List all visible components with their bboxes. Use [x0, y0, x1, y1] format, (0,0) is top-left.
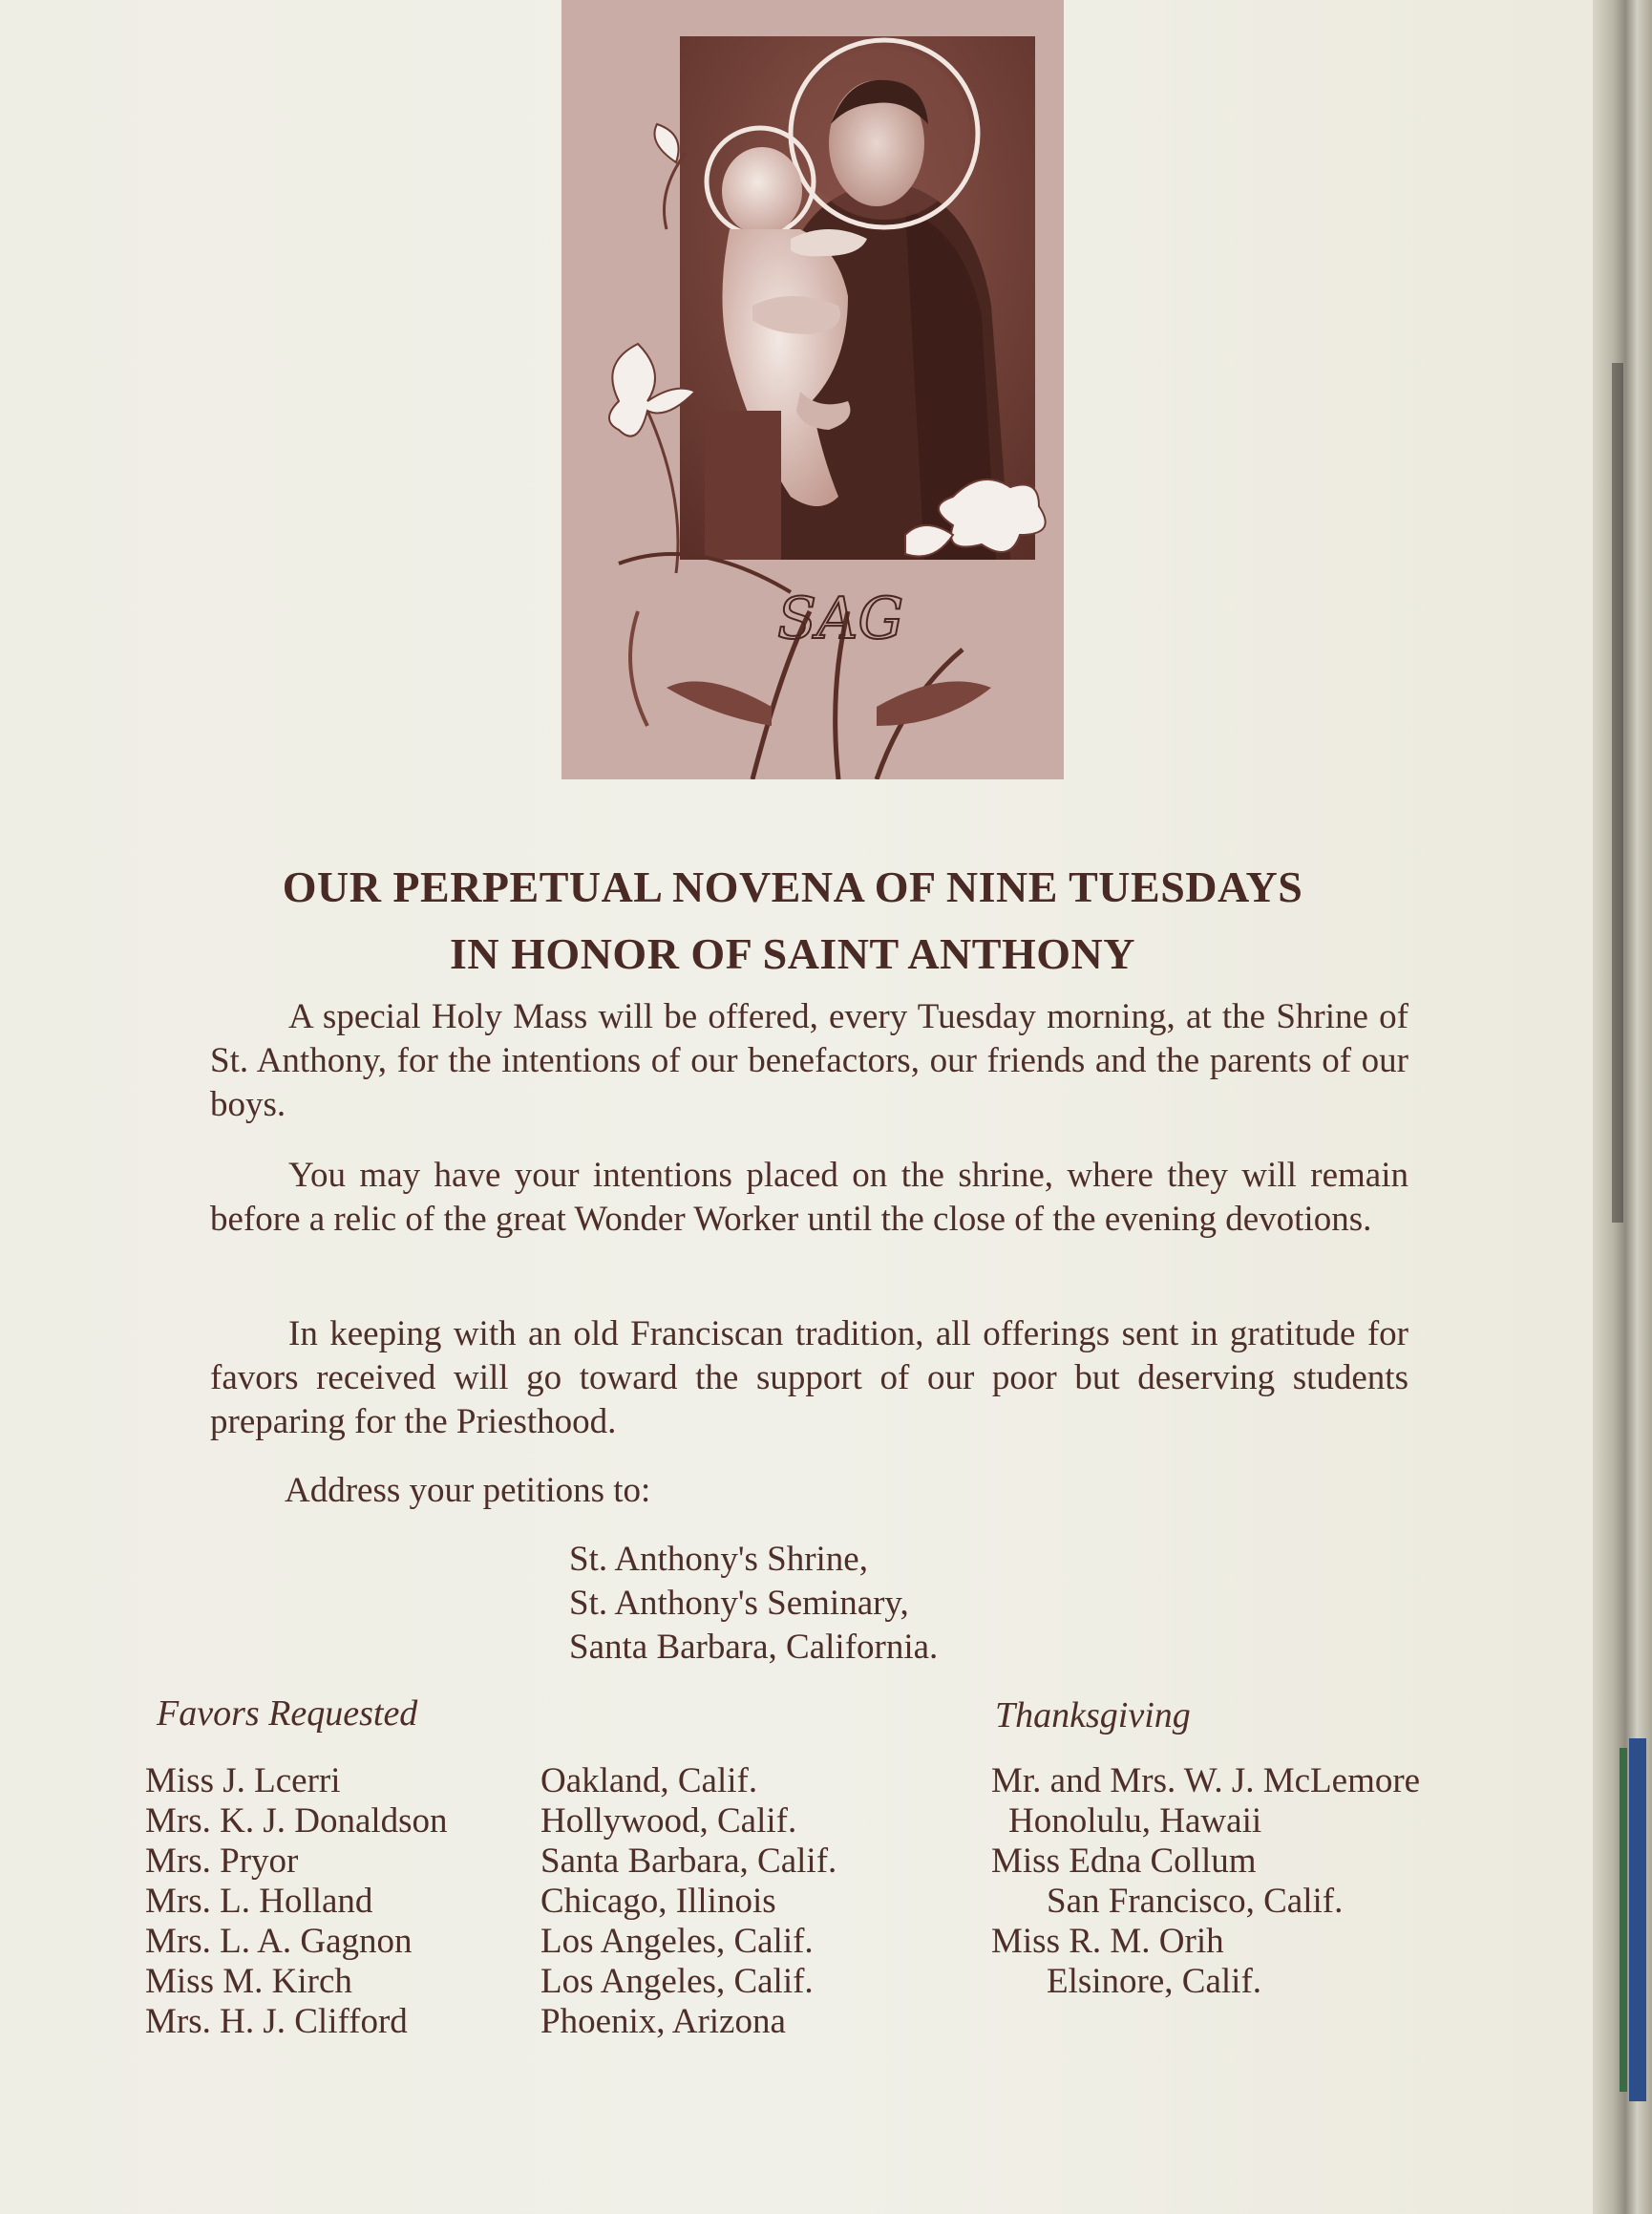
address-line: St. Anthony's Shrine, — [569, 1540, 868, 1579]
binding-green-strip — [1620, 1748, 1627, 2092]
favor-city: Los Angeles, Calif. — [540, 1922, 814, 1961]
favor-city: Oakland, Calif. — [540, 1761, 758, 1800]
favor-city: Santa Barbara, Calif. — [540, 1841, 837, 1881]
favor-city: Phoenix, Arizona — [540, 2002, 786, 2041]
paragraph-offerings: In keeping with an old Franciscan tradition, all offerings sent in gratitude for favors received will go toward the support of our poor but deserving students preparing for the Priesthood. — [210, 1314, 1408, 1441]
favor-name: Mrs. L. A. Gagnon — [145, 1922, 413, 1961]
saint-anthony-image — [561, 0, 1064, 779]
thanksgiving-city: Elsinore, Calif. — [1047, 1962, 1262, 2001]
favor-city: Chicago, Illinois — [540, 1882, 776, 1921]
book-binding-edge — [1593, 0, 1652, 2214]
thanksgiving-city: San Francisco, Calif. — [1047, 1882, 1344, 1921]
binding-shadow — [1612, 363, 1623, 1223]
paragraph-intentions: You may have your intentions placed on the shrine, where they will remain before a relic of the great Wonder Worker until the close of the evening devotions. — [210, 1156, 1408, 1239]
thanksgiving-name: Mr. and Mrs. W. J. McLemore — [991, 1761, 1421, 1800]
favors-requested-heading: Favors Requested — [157, 1693, 418, 1734]
favors-names-column — [145, 1761, 448, 2042]
page-title-line-1: OUR PERPETUAL NOVENA OF NINE TUESDAYS — [282, 862, 1303, 911]
favor-name: Miss M. Kirch — [145, 1962, 352, 2001]
saint-anthony-illustration — [561, 0, 1064, 779]
favor-name: Miss J. Lcerri — [145, 1761, 341, 1800]
address-line: Santa Barbara, California. — [569, 1628, 939, 1667]
favor-name: Mrs. H. J. Clifford — [145, 2002, 408, 2041]
favors-cities-column — [540, 1761, 837, 2042]
binding-blue-strip — [1629, 1738, 1646, 2101]
page-title-line-2: IN HONOR OF SAINT ANTHONY — [450, 929, 1135, 978]
svg-text:SAG: SAG — [777, 585, 904, 652]
thanksgiving-heading: Thanksgiving — [995, 1695, 1191, 1735]
thanksgiving-name: Miss R. M. Orih — [991, 1922, 1224, 1961]
address-line: St. Anthony's Seminary, — [569, 1584, 909, 1623]
favor-name: Mrs. K. J. Donaldson — [145, 1801, 448, 1841]
thanksgiving-column — [991, 1761, 1420, 2002]
paragraph-holy-mass: A special Holy Mass will be offered, every Tuesday morning, at the Shrine of St. Anthony, for the intentions of our benefactors, our friends and the parents of our boys. — [210, 997, 1408, 1124]
favor-city: Hollywood, Calif. — [540, 1801, 797, 1841]
thanksgiving-city: Honolulu, Hawaii — [1008, 1801, 1262, 1841]
favor-name: Mrs. L. Holland — [145, 1882, 373, 1921]
mailing-address — [569, 1538, 938, 1670]
paragraph-address-intro: Address your petitions to: — [285, 1471, 651, 1510]
favor-name: Mrs. Pryor — [145, 1841, 299, 1881]
thanksgiving-name: Miss Edna Collum — [991, 1841, 1257, 1881]
favor-city: Los Angeles, Calif. — [540, 1962, 814, 2001]
